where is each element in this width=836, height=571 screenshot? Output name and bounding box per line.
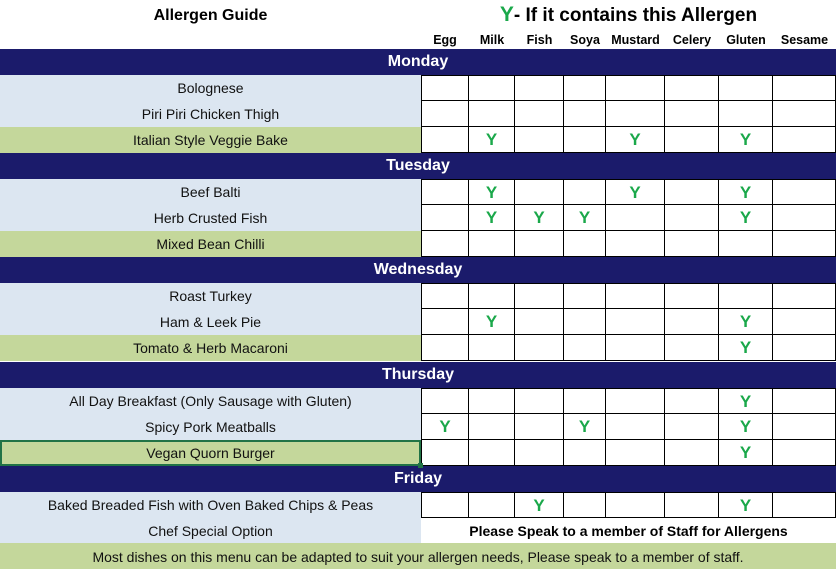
allergen-cell-egg[interactable] (421, 75, 469, 101)
allergen-cell-gluten[interactable]: Y (719, 492, 773, 518)
allergen-cell-gluten[interactable]: Y (719, 127, 773, 153)
table-row (0, 127, 836, 153)
allergen-cell-gluten[interactable]: Y (719, 388, 773, 414)
table-row (0, 335, 836, 361)
allergen-cell-soya[interactable] (564, 492, 606, 518)
allergen-cell-milk[interactable]: Y (469, 127, 515, 153)
allergen-cell-sesame[interactable] (773, 388, 836, 414)
allergen-cell-sesame[interactable] (773, 440, 836, 466)
allergen-cell-egg[interactable] (421, 335, 469, 361)
table-row (0, 388, 836, 414)
sheet-title[interactable]: Allergen Guide (153, 7, 268, 24)
table-row (0, 205, 836, 231)
allergen-cell-gluten[interactable]: Y (719, 414, 773, 440)
table-row (0, 101, 836, 127)
allergen-cell-milk[interactable] (469, 414, 515, 440)
allergen-cell-celery[interactable] (665, 75, 719, 101)
allergen-cell-mustard[interactable] (606, 440, 665, 466)
allergen-cell-milk[interactable] (469, 440, 515, 466)
footer-note[interactable]: Most dishes on this menu can be adapted to suit your allergen needs, Please speak to a member of staff. (0, 543, 836, 569)
allergen-cell-fish[interactable] (515, 231, 564, 257)
allergen-cell-mustard[interactable] (606, 492, 665, 518)
allergen-cell-milk[interactable]: Y (469, 309, 515, 335)
allergen-cell-gluten[interactable] (719, 231, 773, 257)
allergen-cell-egg[interactable] (421, 283, 469, 309)
allergen-cell-milk[interactable]: Y (469, 179, 515, 205)
allergen-cell-mustard[interactable]: Y (606, 179, 665, 205)
allergen-cell-celery[interactable] (665, 179, 719, 205)
dish-name-cell[interactable]: Tomato & Herb Macaroni (0, 335, 421, 361)
allergen-cell-fish[interactable]: Y (515, 492, 564, 518)
allergen-cell-egg[interactable]: Y (421, 414, 469, 440)
column-header-sesame[interactable]: Sesame (780, 33, 829, 47)
allergen-cell-soya[interactable] (564, 231, 606, 257)
column-header-egg[interactable]: Egg (433, 33, 457, 47)
table-row (0, 283, 836, 309)
column-header-mustard[interactable]: Mustard (611, 33, 660, 47)
allergen-cell-gluten[interactable] (719, 75, 773, 101)
allergen-cell-celery[interactable] (665, 335, 719, 361)
allergen-cell-milk[interactable] (469, 283, 515, 309)
allergen-cell-egg[interactable] (421, 101, 469, 127)
table-row (0, 414, 836, 440)
allergen-cell-sesame[interactable] (773, 309, 836, 335)
allergen-cell-milk[interactable] (469, 101, 515, 127)
allergen-cell-mustard[interactable] (606, 283, 665, 309)
allergen-cell-sesame[interactable] (773, 75, 836, 101)
legend-text: - If it contains this Allergen (513, 5, 758, 26)
day-header-monday[interactable]: Monday (0, 49, 836, 75)
column-header-fish[interactable]: Fish (526, 33, 553, 47)
dish-name-cell[interactable]: Baked Breaded Fish with Oven Baked Chips & Peas (0, 492, 421, 518)
allergen-cell-gluten[interactable]: Y (719, 179, 773, 205)
dish-name-cell[interactable]: Bolognese (0, 75, 421, 101)
table-row (0, 231, 836, 257)
dish-name-cell[interactable]: Mixed Bean Chilli (0, 231, 421, 257)
allergen-cell-sesame[interactable] (773, 127, 836, 153)
allergen-cell-soya[interactable] (564, 179, 606, 205)
allergen-cell-fish[interactable] (515, 179, 564, 205)
selection-fill-handle[interactable] (418, 463, 423, 468)
column-header-soya[interactable]: Soya (570, 33, 600, 47)
table-row (0, 518, 836, 544)
allergen-cell-celery[interactable] (665, 388, 719, 414)
legend-y-marker: Y (499, 3, 514, 26)
allergen-cell-sesame[interactable] (773, 231, 836, 257)
dish-name-cell[interactable]: Italian Style Veggie Bake (0, 127, 421, 153)
allergen-cell-mustard[interactable] (606, 388, 665, 414)
table-row (0, 492, 836, 518)
allergen-cell-celery[interactable] (665, 492, 719, 518)
allergen-cell-fish[interactable]: Y (515, 205, 564, 231)
dish-name-cell[interactable]: Piri Piri Chicken Thigh (0, 101, 421, 127)
allergen-cell-soya[interactable] (564, 309, 606, 335)
dish-name-cell[interactable]: Vegan Quorn Burger (0, 440, 421, 466)
day-header-tuesday[interactable]: Tuesday (0, 153, 836, 179)
allergen-cell-mustard[interactable] (606, 205, 665, 231)
dish-name-cell[interactable]: All Day Breakfast (Only Sausage with Gluten) (0, 388, 421, 414)
allergen-cell-egg[interactable] (421, 231, 469, 257)
allergen-cell-soya[interactable] (564, 283, 606, 309)
table-row (0, 179, 836, 205)
allergen-cell-gluten[interactable] (719, 101, 773, 127)
allergen-cell-mustard[interactable] (606, 75, 665, 101)
allergen-cell-mustard[interactable] (606, 414, 665, 440)
allergen-cell-gluten[interactable]: Y (719, 205, 773, 231)
allergen-cell-egg[interactable] (421, 388, 469, 414)
allergen-cell-mustard[interactable]: Y (606, 127, 665, 153)
allergen-cell-egg[interactable] (421, 440, 469, 466)
allergen-cell-egg[interactable] (421, 127, 469, 153)
allergen-cell-sesame[interactable] (773, 414, 836, 440)
allergen-cell-egg[interactable] (421, 492, 469, 518)
dish-name-cell[interactable]: Beef Balti (0, 179, 421, 205)
allergen-cell-fish[interactable] (515, 414, 564, 440)
allergen-cell-milk[interactable] (469, 231, 515, 257)
allergen-cell-egg[interactable] (421, 309, 469, 335)
table-row (0, 75, 836, 101)
allergen-cell-milk[interactable] (469, 492, 515, 518)
allergen-cell-egg[interactable] (421, 179, 469, 205)
dish-name-cell[interactable]: Chef Special Option (0, 518, 421, 544)
allergen-cell-gluten[interactable]: Y (719, 440, 773, 466)
allergen-cell-mustard[interactable] (606, 335, 665, 361)
legend[interactable] (421, 0, 836, 31)
allergen-cell-fish[interactable] (515, 127, 564, 153)
allergen-cell-gluten[interactable]: Y (719, 309, 773, 335)
column-header-milk[interactable]: Milk (479, 33, 505, 47)
allergen-cell-mustard[interactable] (606, 231, 665, 257)
table-row (0, 309, 836, 335)
staff-allergen-note[interactable]: Please Speak to a member of Staff for Allergens (469, 523, 788, 539)
allergen-cell-mustard[interactable] (606, 101, 665, 127)
allergen-cell-fish[interactable] (515, 388, 564, 414)
allergen-cell-sesame[interactable] (773, 335, 836, 361)
allergen-cell-celery[interactable] (665, 309, 719, 335)
allergen-cell-fish[interactable] (515, 101, 564, 127)
allergen-cell-celery[interactable] (665, 101, 719, 127)
allergen-cell-celery[interactable] (665, 205, 719, 231)
allergen-cell-sesame[interactable] (773, 101, 836, 127)
day-header-wednesday[interactable]: Wednesday (0, 257, 836, 283)
allergen-cell-milk[interactable] (469, 335, 515, 361)
dish-name-cell[interactable]: Herb Crusted Fish (0, 205, 421, 231)
dish-name-cell[interactable]: Spicy Pork Meatballs (0, 414, 421, 440)
allergen-cell-fish[interactable] (515, 335, 564, 361)
column-header-celery[interactable]: Celery (672, 33, 712, 47)
allergen-cell-celery[interactable] (665, 440, 719, 466)
allergen-cell-celery[interactable] (665, 231, 719, 257)
allergen-cell-gluten[interactable]: Y (719, 335, 773, 361)
allergen-cell-milk[interactable] (469, 388, 515, 414)
allergen-cell-sesame[interactable] (773, 283, 836, 309)
allergen-cell-gluten[interactable] (719, 283, 773, 309)
allergen-cell-celery[interactable] (665, 283, 719, 309)
allergen-cell-soya[interactable]: Y (564, 414, 606, 440)
allergen-cell-sesame[interactable] (773, 492, 836, 518)
allergen-cell-soya[interactable] (564, 440, 606, 466)
allergen-cell-soya[interactable]: Y (564, 205, 606, 231)
allergen-cell-fish[interactable] (515, 75, 564, 101)
allergen-cell-celery[interactable] (665, 127, 719, 153)
allergen-cell-celery[interactable] (665, 414, 719, 440)
allergen-cell-soya[interactable] (564, 101, 606, 127)
dish-name-cell[interactable]: Roast Turkey (0, 283, 421, 309)
allergen-cell-soya[interactable] (564, 127, 606, 153)
allergen-cell-mustard[interactable] (606, 309, 665, 335)
allergen-cell-soya[interactable] (564, 335, 606, 361)
allergen-cell-fish[interactable] (515, 309, 564, 335)
day-header-thursday[interactable]: Thursday (0, 362, 836, 388)
allergen-cell-sesame[interactable] (773, 179, 836, 205)
column-header-gluten[interactable]: Gluten (726, 33, 766, 47)
allergen-cell-sesame[interactable] (773, 205, 836, 231)
allergen-cell-soya[interactable] (564, 388, 606, 414)
allergen-cell-milk[interactable] (469, 75, 515, 101)
dish-name-cell[interactable]: Ham & Leek Pie (0, 309, 421, 335)
allergen-cell-milk[interactable]: Y (469, 205, 515, 231)
day-header-friday[interactable]: Friday (0, 466, 836, 492)
allergen-cell-fish[interactable] (515, 283, 564, 309)
allergen-cell-soya[interactable] (564, 75, 606, 101)
allergen-column-headers (0, 31, 836, 49)
allergen-cell-egg[interactable] (421, 205, 469, 231)
allergen-cell-fish[interactable] (515, 440, 564, 466)
